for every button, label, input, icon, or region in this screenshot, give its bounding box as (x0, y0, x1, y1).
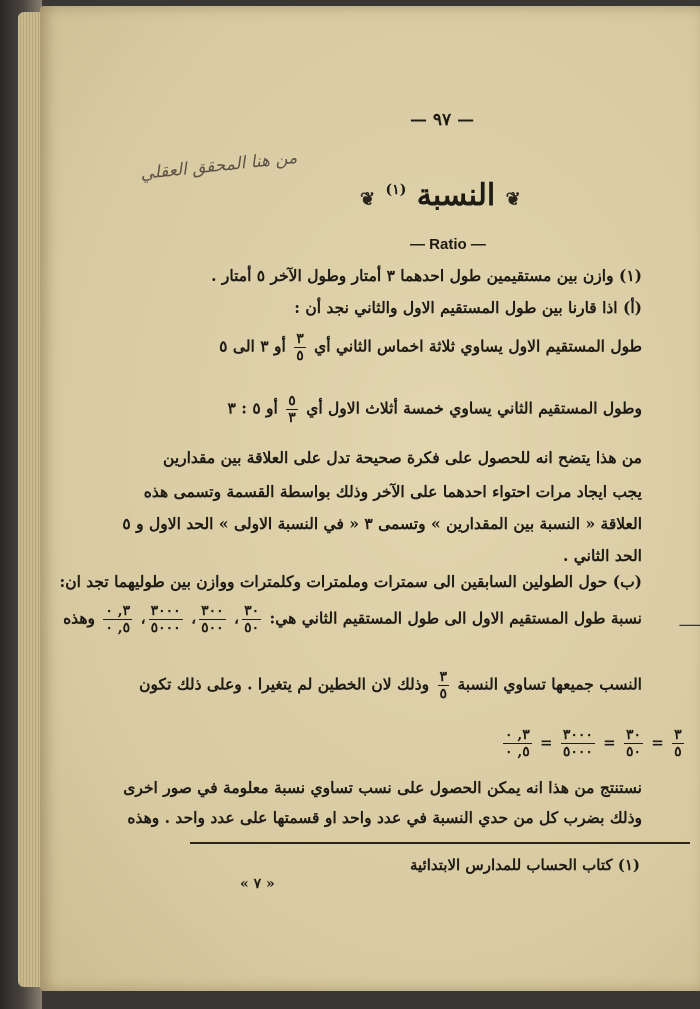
text-line-3 (219, 332, 642, 363)
ornament-left-icon: ❦ (360, 189, 376, 210)
equation-fraction: $\frac{٣, ٠}{٥, ٠}$ (505, 727, 530, 760)
text-line-9: (ب) حول الطولين السابقين الى سمترات وملمترات وكلمترات ووازن بين طوليهما تجد ان: (59, 572, 642, 591)
equation-fraction: $\frac{٣٠٠٠}{٥٠٠٠}$ (562, 727, 593, 760)
chapter-title (360, 178, 521, 213)
text-line-13: وذلك بضرب كل من حدي النسبة في عدد واحد او قسمتها على عدد واحد . وهذه (127, 808, 642, 827)
series-fraction: $\frac{٣٠٠}{٥٠٠}$ (201, 603, 224, 636)
text-line-5: من هذا يتضح انه للحصول على فكرة صحيحة تدل على العلاقة بين مقدارين (163, 448, 642, 467)
equals-sign: = (651, 733, 664, 752)
book-page (40, 6, 700, 991)
title-text: النسبة (416, 178, 496, 213)
text-line-8: الحد الثاني . (562, 546, 642, 565)
line-10-tail: وهذه (63, 608, 95, 628)
text-line-6: يجب ايجاد مرات احتواء احدهما على الآخر وذلك بواسطة القسمة وتسمى هذه (143, 482, 642, 501)
handwritten-note: من هنا المحقق العقلي (139, 147, 299, 185)
equation-fraction: $\frac{٣}{٥}$ (674, 727, 682, 760)
equals-sign: = (603, 733, 616, 752)
title-footnote-ref: (١) (385, 182, 407, 198)
text-line-11 (139, 670, 642, 701)
signature-mark: « ٧ » (240, 876, 275, 892)
text-line-1: (١) وازن بين مستقيمين طول احدهما ٣ أمتار وطول الآخر ٥ أمتار . (211, 266, 642, 285)
line-3-text: طول المستقيم الاول يساوي ثلاثة اخماس الثاني أي (314, 336, 642, 356)
text-line-4 (227, 394, 642, 425)
footnote: (١) كتاب الحساب للمدارس الابتدائية (409, 856, 640, 874)
fraction-three-fifths: $\frac{٣}{٥}$ (296, 331, 304, 364)
fraction-five-thirds: $\frac{٥}{٣}$ (288, 393, 296, 426)
ratio-equation (500, 728, 687, 759)
edge-mark: ـــــ (679, 614, 700, 630)
text-line-2: (أ) اذا قارنا بين طول المستقيم الاول والثاني نجد أن : (294, 298, 642, 317)
english-title: — Ratio — (410, 236, 486, 253)
equals-sign: = (540, 733, 553, 752)
fraction-three-fifths-2: $\frac{٣}{٥}$ (439, 669, 448, 702)
text-line-10: نسبة طول المستقيم الاول الى طول المستقيم الثاني هي: $\frac{٣٠}{٥٠}$ ، $\frac{٣٠٠}{٥٠٠}$ ، $\frac{٣٠٠٠}{٥٠٠٠}$ ، $\frac{٣, ٠}{٥, ٠}$ وهذه (63, 603, 642, 636)
page-number: — ٩٧ — (410, 110, 475, 130)
series-fraction: $\frac{٣, ٠}{٥, ٠}$ (105, 603, 131, 636)
line-4-text: وطول المستقيم الثاني يساوي خمسة أثلاث الاول أي (306, 398, 642, 418)
line-4-tail: أو ٥ : ٣ (227, 398, 278, 418)
series-fraction: $\frac{٣٠٠٠}{٥٠٠٠}$ (150, 603, 181, 636)
equation-fraction: $\frac{٣٠}{٥٠}$ (625, 727, 642, 760)
series-fraction: $\frac{٣٠}{٥٠}$ (244, 603, 260, 636)
line-11-text: النسب جميعها تساوي النسبة (457, 674, 642, 694)
line-11-tail: وذلك لان الخطين لم يتغيرا . وعلى ذلك تكون (139, 674, 430, 694)
ornament-right-icon: ❦ (505, 189, 521, 210)
footnote-divider (190, 842, 690, 844)
line-3-tail: أو ٣ الى ٥ (219, 336, 286, 356)
line-10-text: نسبة طول المستقيم الاول الى طول المستقيم الثاني هي: (269, 608, 642, 628)
text-line-7: العلاقة « النسبة بين المقدارين » وتسمى ٣ « في النسبة الاولى » الحد الاول و ٥ (122, 514, 642, 533)
text-line-12: نستنتج من هذا انه يمكن الحصول على نسب تساوي نسبة معلومة في صور اخرى (123, 778, 642, 797)
